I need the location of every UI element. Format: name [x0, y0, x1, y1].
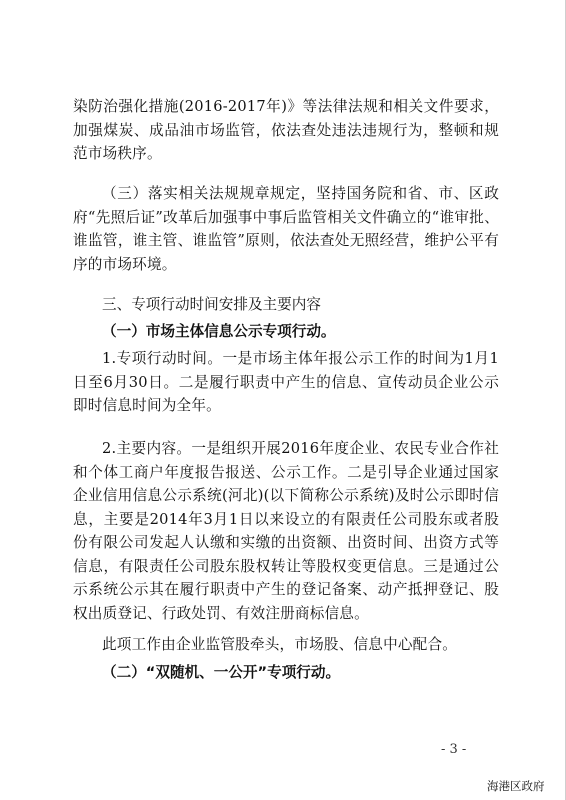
- paragraph-continuation: 染防治强化措施(2016-2017年)》等法律法规和相关文件要求，加强煤炭、成品油市场监管，依法查处违法违规行为，整顿和规范市场秩序。: [73, 98, 499, 162]
- paragraph-responsibility: 此项工作由企业监管股牵头，市场股、信息中心配合。: [102, 636, 458, 653]
- paragraph-main-content: 2.主要内容。一是组织开展2016年度企业、农民专业合作社和个体工商户年度报告报送、公示工作。二是引导企业通过国家企业信用信息公示系统(河北)(以下简称公示系统)及时公示即时信息，主要是2014年3月1日以来设立的有限责任公司股东或者股份有限公司发起人认缴和实缴的出资额、出资时间、出资方式等信息，有限责任公司股东股权转让等股权变更信息。三是通过公示系统公示其在履行职责中产生的登记备案、动产抵押登记、股权出质登记、行政处罚、有效注册商标信息。: [73, 440, 499, 622]
- subheading-double-random: （二）“双随机、一公开”专项行动。: [102, 664, 341, 681]
- subheading-info-disclosure: （一）市场主体信息公示专项行动。: [102, 323, 336, 340]
- section-heading-three: 三、专项行动时间安排及主要内容: [102, 296, 321, 313]
- paragraph-item-three: （三）落实相关法规规章规定，坚持国务院和省、市、区政府“先照后证”改革后加强事中事后监管相关文件确立的“谁审批、谁监管，谁主管、谁监管”原则，依法查处无照经营，维护公平有序的市场环境。: [73, 185, 499, 273]
- paragraph-action-time: 1.专项行动时间。一是市场主体年报公示工作的时间为1月1日至6月30日。二是履行职责中产生的信息、宣传动员企业公示即时信息时间为全年。: [73, 350, 499, 414]
- source-watermark: 海港区政府: [487, 779, 545, 793]
- page-number: - 3 -: [441, 742, 467, 757]
